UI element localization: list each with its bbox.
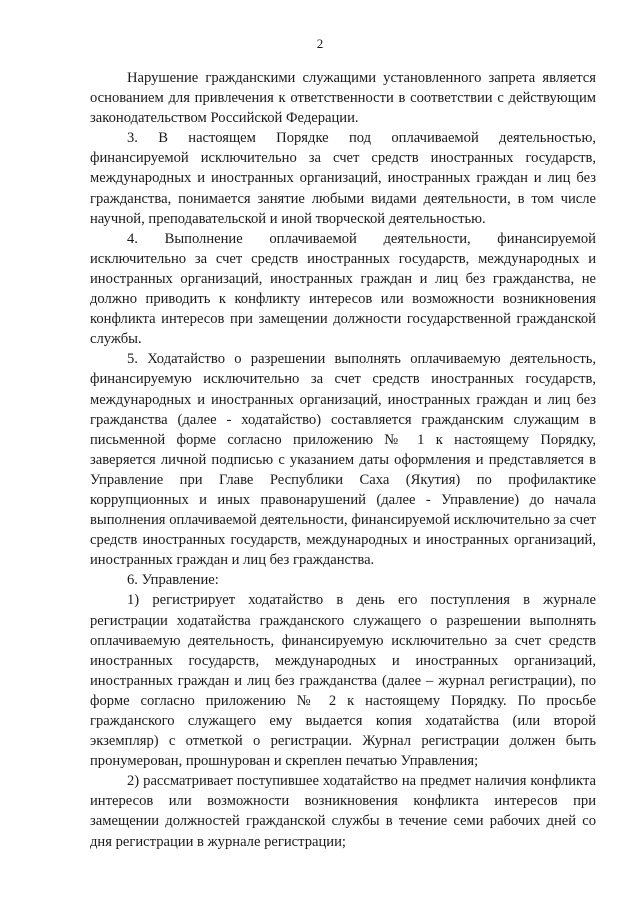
paragraph-6-item-2: 2) рассматривает поступившее ходатайство на предмет наличия конфликта интересов или возможности возникновения конфликта интересов при замещении должностей гражданской службы в течение семи рабочих дней со дня регистрации в журнале регистрации; xyxy=(90,773,596,850)
paragraph-violation-note: Нарушение гражданскими служащими установленного запрета является основанием для привлечения к ответственности в соответствии с действующим законодательством Российской Федерации. xyxy=(90,70,596,127)
paragraph-6-heading: 6. Управление: xyxy=(127,572,219,589)
paragraph-5-petition: 5. Ходатайство о разрешении выполнять оплачиваемую деятельность, финансируемую исключительно за счет средств иностранных государств, международных и иностранных организаций, иностранных граждан и лиц без гражданства (далее - ходатайство) составляется гражданским служащим в письменной форме согласно приложению № 1 к настоящему Порядку, заверяется личной подписью с указанием даты оформления и представляется в Управление при Главе Республики Саха (Якутия) по профилактике коррупционных и иных правонарушений (далее - Управление) до начала выполнения оплачиваемой деятельности, финансируемой исключительно за счет средств иностранных государств, международных и иностранных организаций, иностранных граждан и лиц без гражданства. xyxy=(90,351,596,569)
paragraph-3-definition: 3. В настоящем Порядке под оплачиваемой деятельностью, финансируемой исключительно за счет средств иностранных государств, международных и иностранных организаций, иностранных граждан и лиц без гражданства, понимается занятие любыми видами деятельности, в том числе научной, преподавательской и иной творческой деятельностью. xyxy=(90,130,596,227)
document-body xyxy=(90,68,596,852)
paragraph-6-item-1: 1) регистрирует ходатайство в день его поступления в журнале регистрации ходатайства гражданского служащего о разрешении выполнять оплачиваемую деятельность, финансируемую исключительно за счет средств иностранных государств, международных и иностранных организаций, иностранных граждан и лиц без гражданства (далее – журнал регистрации), по форме согласно приложению № 2 к настоящему Порядку. По просьбе гражданского служащего ему выдается копия ходатайства (или второй экземпляр) с отметкой о регистрации. Журнал регистрации должен быть пронумерован, прошнурован и скреплен печатью Управления; xyxy=(90,592,596,770)
page-number: 2 xyxy=(316,36,324,51)
paragraph-4-conflict: 4. Выполнение оплачиваемой деятельности, финансируемой исключительно за счет средств иностранных государств, международных и иностранных организаций, иностранных граждан и лиц без гражданства, не должно приводить к конфликту интересов или возможности возникновения конфликта интересов при замещении должности государственной гражданской службы. xyxy=(90,230,596,348)
